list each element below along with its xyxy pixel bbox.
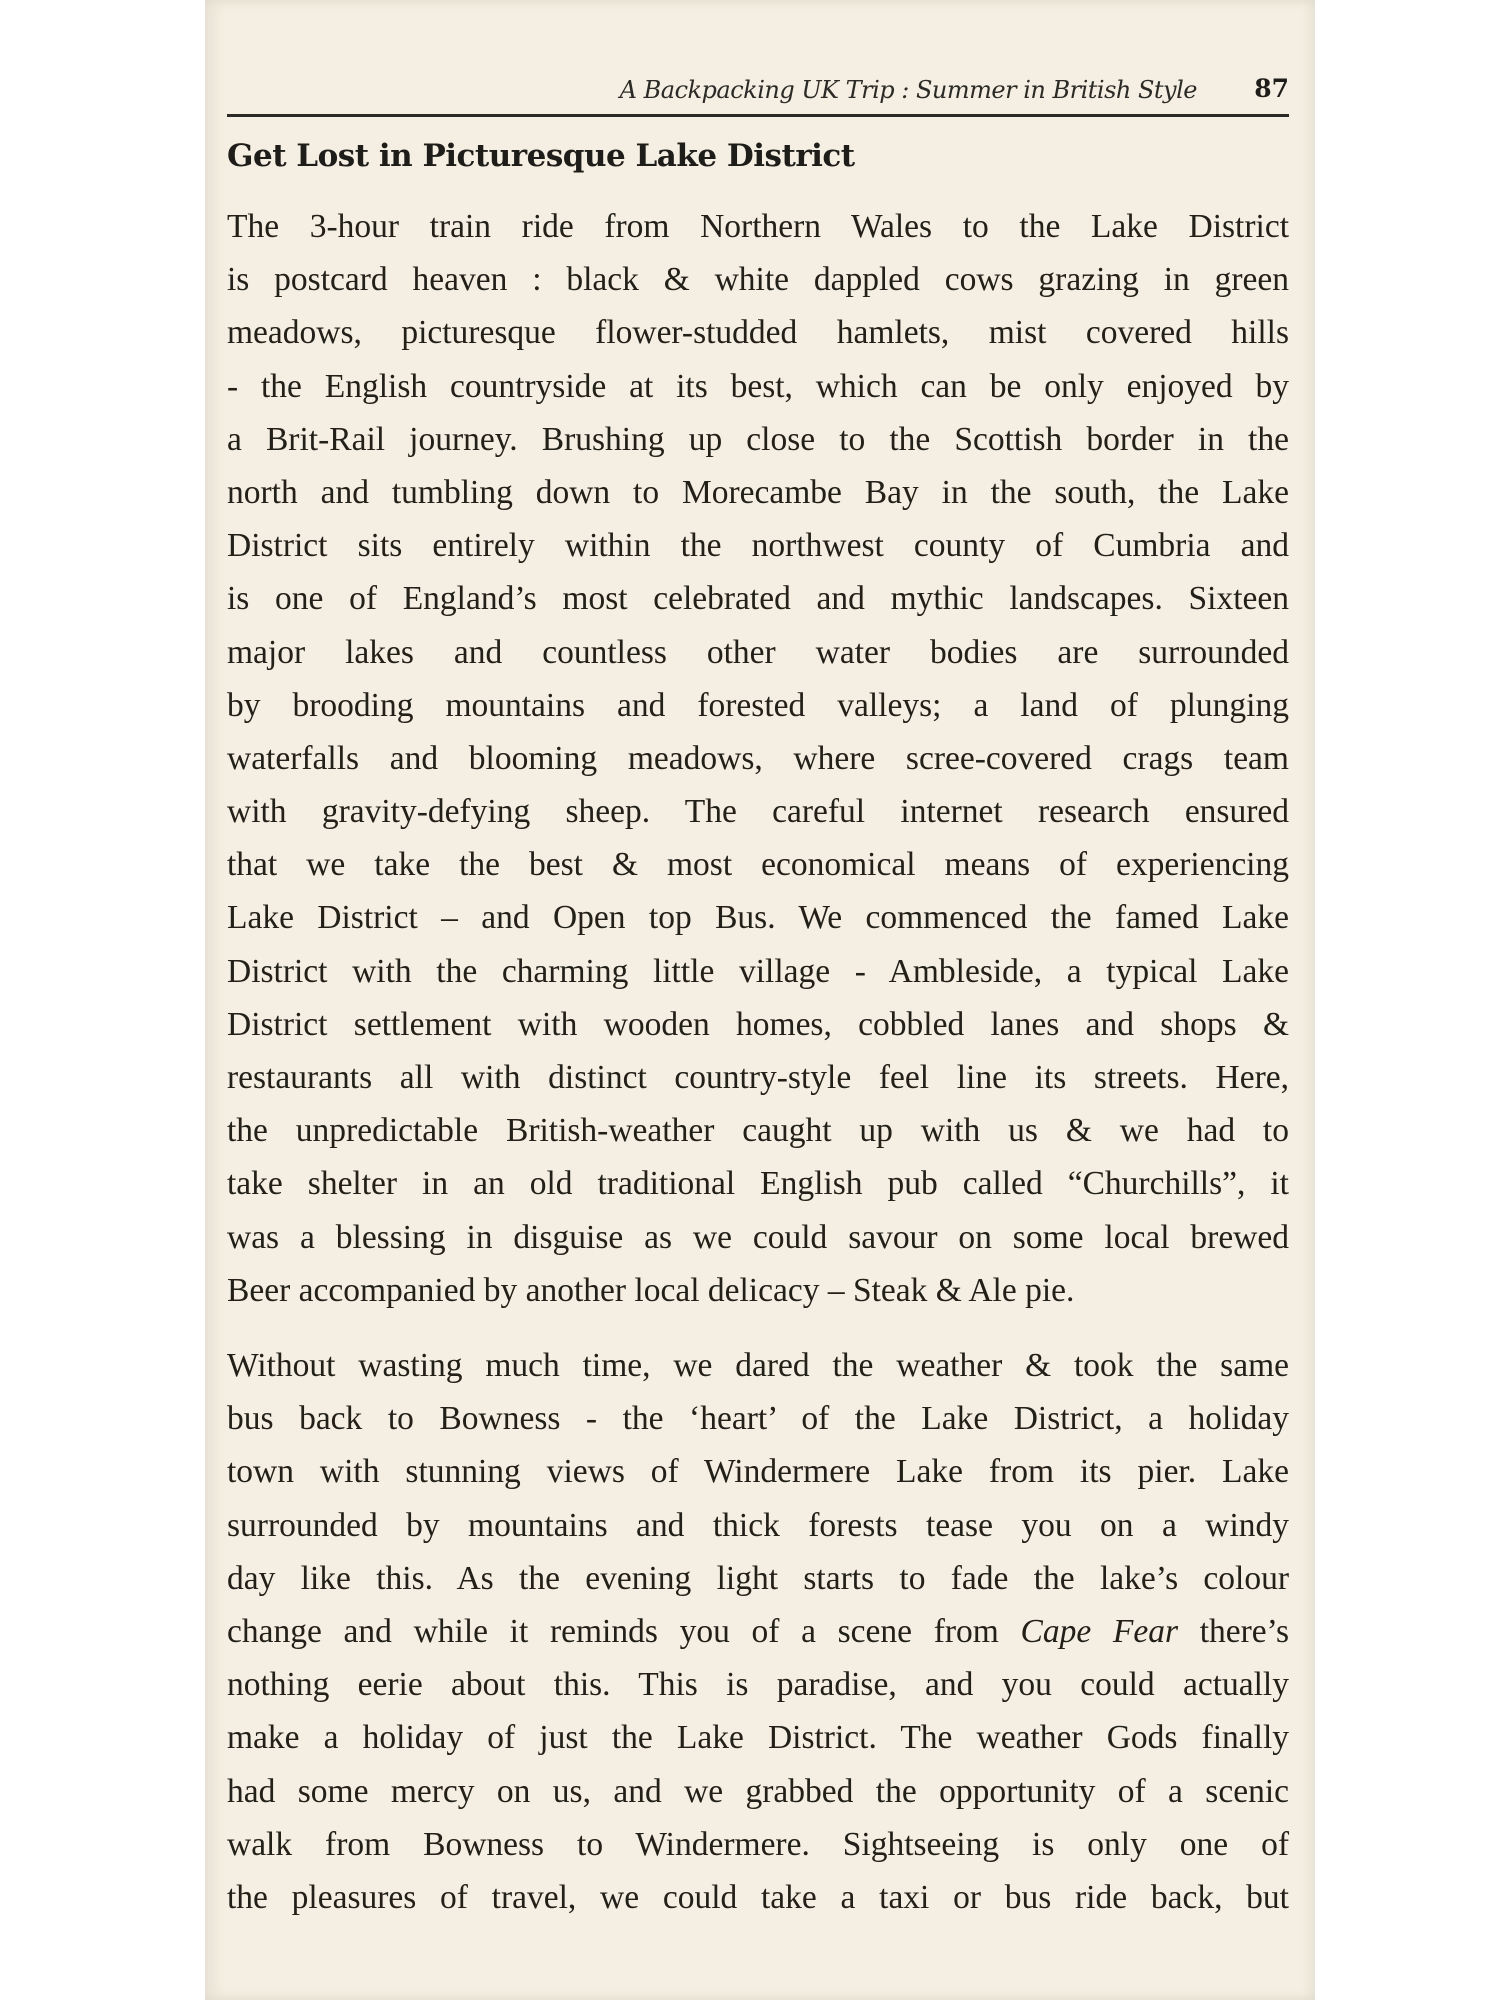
text-line: meadows, picturesque flower-studded hamlets, mist covered hills <box>227 314 1289 352</box>
text-line: Without wasting much time, we dared the weather & took the same <box>227 1347 1289 1384</box>
paragraph-2 <box>227 1339 1289 1924</box>
text-line: major lakes and countless other water bodies are surrounded <box>227 633 1289 671</box>
running-header <box>227 74 1289 117</box>
text-line: District with the charming little village - Ambleside, a typical Lake <box>227 952 1289 990</box>
text-line: the pleasures of travel, we could take a taxi or bus ride back, but <box>227 1878 1289 1916</box>
text-line: north and tumbling down to Morecambe Bay in the south, the Lake <box>227 473 1289 511</box>
paragraph-1 <box>227 200 1289 1317</box>
text-line: a Brit-Rail journey. Brushing up close to the Scottish border in the <box>227 420 1289 458</box>
text-line: bus back to Bowness - the ‘heart’ of the Lake District, a holiday <box>227 1400 1289 1438</box>
text-line: Lake District – and Open top Bus. We commenced the famed Lake <box>227 899 1289 937</box>
text-line: day like this. As the evening light starts to fade the lake’s colour <box>227 1559 1289 1597</box>
text-line: by brooding mountains and forested valleys; a land of plunging <box>227 686 1289 724</box>
text-line: is postcard heaven : black & white dappled cows grazing in green <box>227 261 1289 299</box>
text-line-with-italic <box>227 1605 1289 1658</box>
text-line: make a holiday of just the Lake District. The weather Gods finally <box>227 1719 1289 1757</box>
text-segment: change and while it reminds you of a scene from <box>227 1612 999 1650</box>
text-line: take shelter in an old traditional English pub called “Churchills”, it <box>227 1165 1289 1203</box>
text-line: nothing eerie about this. This is paradise, and you could actually <box>227 1666 1289 1704</box>
text-line: restaurants all with distinct country-style feel line its streets. Here, <box>227 1059 1289 1096</box>
text-line: was a blessing in disguise as we could savour on some local brewed <box>227 1218 1289 1256</box>
text-line: - the English countryside at its best, which can be only enjoyed by <box>227 367 1289 405</box>
text-line: town with stunning views of Windermere Lake from its pier. Lake <box>227 1453 1289 1491</box>
text-line: waterfalls and blooming meadows, where scree-covered crags team <box>227 739 1289 777</box>
text-line: that we take the best & most economical means of experiencing <box>227 846 1289 884</box>
running-title: A Backpacking UK Trip : Summer in British Style <box>619 76 1197 104</box>
text-line: District sits entirely within the northwest county of Cumbria and <box>227 527 1289 565</box>
text-line: District settlement with wooden homes, cobbled lanes and shops & <box>227 1005 1289 1043</box>
text-line: Beer accompanied by another local delicacy – Steak & Ale pie. <box>227 1271 1075 1309</box>
page-number: 87 <box>1254 74 1289 103</box>
text-line: is one of England’s most celebrated and mythic landscapes. Sixteen <box>227 580 1289 618</box>
text-line: had some mercy on us, and we grabbed the opportunity of a scenic <box>227 1772 1289 1810</box>
text-line: walk from Bowness to Windermere. Sightseeing is only one of <box>227 1825 1289 1863</box>
text-segment: there’s <box>1199 1612 1290 1650</box>
book-page <box>205 0 1315 2000</box>
text-line: surrounded by mountains and thick forests tease you on a windy <box>227 1506 1289 1544</box>
section-heading: Get Lost in Picturesque Lake District <box>227 138 855 174</box>
film-title: Cape Fear <box>1020 1612 1179 1650</box>
text-line: the unpredictable British-weather caught up with us & we had to <box>227 1112 1289 1150</box>
text-line: The 3-hour train ride from Northern Wales to the Lake District <box>227 208 1289 245</box>
text-line: with gravity-defying sheep. The careful internet research ensured <box>227 793 1289 831</box>
